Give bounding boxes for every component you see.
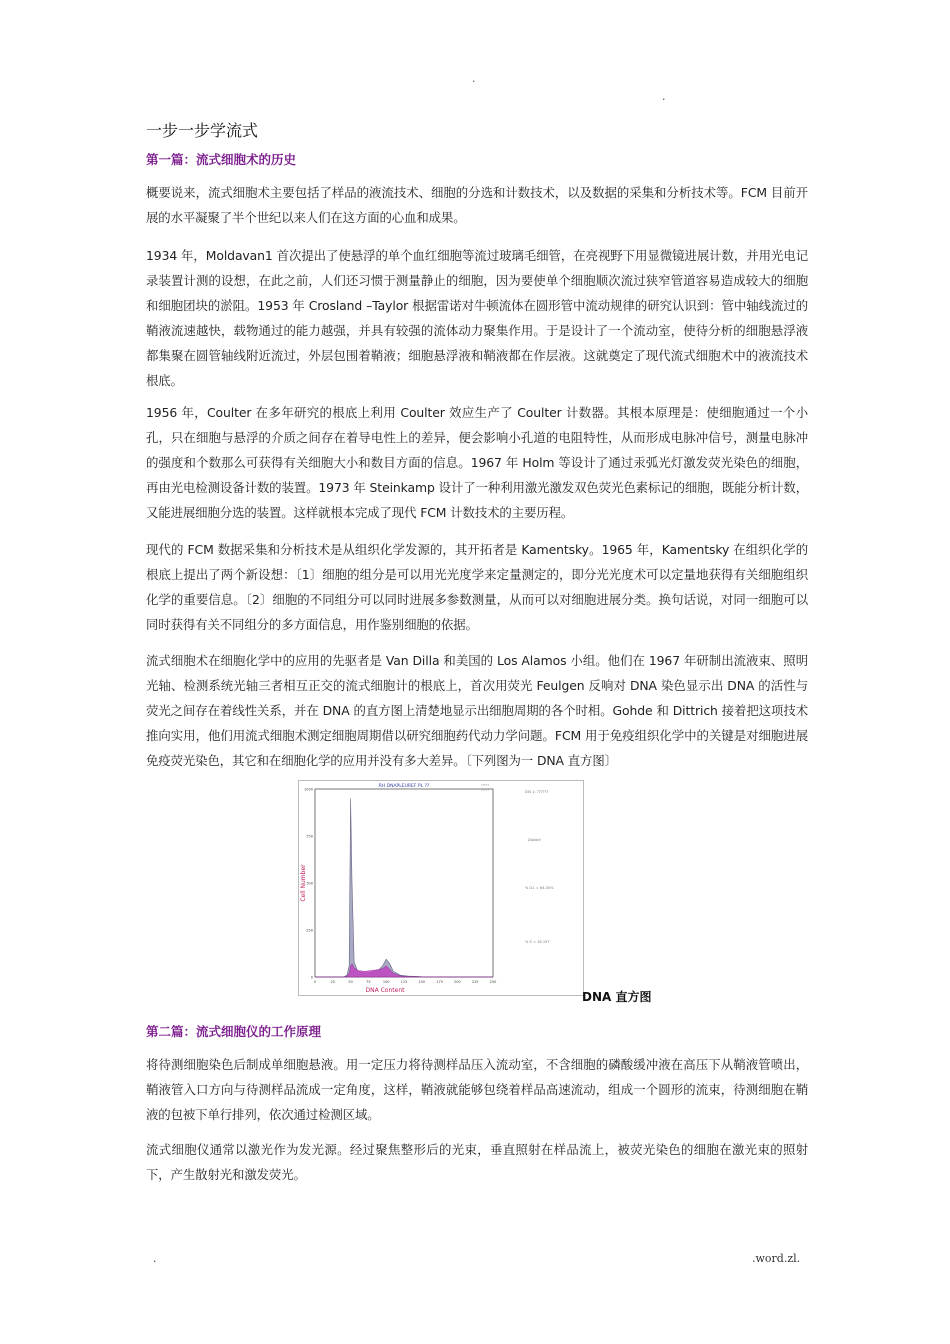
paragraph: 流式细胞术在细胞化学中的应用的先驱者是 Van Dilla 和美国的 Los Alamos 小组。他们在 1967 年研制出流液束、照明光轴、检测系统光轴三者相互正交的流式细胞计的根底上，首次用荧光 Feulgen 反响对 DNA 染色显示出 DNA 的活性与荧光之间存在着线性关系，并在 DNA 的直方图上清楚地显示出细胞周期的各个时相。Gohde 和 Dittrich 接着把这项技术推向实用，他们用流式细胞术测定细胞周期借以研究细胞药代动力学问题。FCM 用于免疫组织化学中的关键是对细胞进展免疫荧光染色，其它和在细胞化学的应用并没有多大差异。〔下列图为一 DNA 直方图〕: [146, 653, 808, 768]
x-tick-label: 50: [348, 980, 353, 984]
figure-caption: DNA 直方图: [582, 990, 652, 1004]
page-title: 一步一步学流式: [146, 121, 259, 140]
x-tick-label: 225: [471, 980, 479, 984]
x-axis-label: DNA Content: [365, 987, 405, 994]
side-label-g1: % G1 = 64.35%: [525, 886, 554, 890]
x-tick-label: 200: [454, 980, 461, 984]
footer-left: .: [153, 1252, 157, 1265]
paragraph: 概要说来，流式细胞术主要包括了样品的液流技术、细胞的分选和计数技术，以及数据的采集和分析技术等。FCM 目前开展的水平凝聚了半个世纪以来人们在这方面的心血和成果。: [146, 185, 808, 225]
section-1-heading: 第一篇：流式细胞术的历史: [146, 152, 297, 167]
dna-histogram-figure: [298, 780, 584, 996]
paragraph: 1934 年，Moldavan1 首次提出了使悬浮的单个血红细胞等流过玻璃毛细管，在亮视野下用显微镜进展计数，并用光电记录装置计测的设想，在此之前，人们还习惯于测量静止的细胞，因为要使单个细胞顺次流过狭窄管道容易造成较大的细胞和细胞团块的淤阻。1953 年 Crosland –Taylor 根据雷诺对牛顿流体在圆形管中流动规律的研究认识到：管中轴线流过的鞘液流速越快，载物通过的能力越强，并具有较强的流体动力聚集作用。于是设计了一个流动室，使待分析的细胞悬浮液都集聚在圆管轴线附近流过，外层包围着鞘液；细胞悬浮液和鞘液都在作层液。这就奠定了现代流式细胞术中的液流技术根底。: [146, 248, 808, 388]
y-tick-label: 1000: [304, 787, 313, 792]
x-tick-label: 125: [400, 980, 408, 984]
x-tick-label: 175: [436, 980, 443, 984]
x-tick-label: 250: [489, 980, 497, 984]
y-tick-label: 0: [310, 975, 313, 980]
plot-frame: [315, 789, 493, 977]
top-right-label-1: ?????: [481, 783, 489, 787]
side-label-dis: DIS 1: ??????: [525, 790, 549, 794]
paragraph: 将待测细胞染色后制成单细胞悬液。用一定压力将待测样品压入流动室，不含细胞的磷酸缓冲液在高压下从鞘液管喷出，鞘液管入口方向与待测样品流成一定角度，这样，鞘液就能够包绕着样品高速流动，组成一个圆形的流束，待测细胞在鞘液的包被下单行排列，依次通过检测区域。: [146, 1057, 808, 1122]
section-2-heading: 第二篇：流式细胞仪的工作原理: [146, 1024, 322, 1039]
plot-title: RH DNAPLEUREF PL ??: [378, 784, 430, 789]
x-tick-label: 0: [313, 980, 317, 984]
paragraph: 1956 年，Coulter 在多年研究的根底上利用 Coulter 效应生产了 Coulter 计数器。其根本原理是：使细胞通过一个小孔，只在细胞与悬浮的介质之间存在着导电性上的差异，便会影响小孔道的电阻特性，从而形成电脉冲信号，测量电脉冲的强度和个数那么可获得有关细胞大小和数目方面的信息。1967 年 Holm 等设计了通过汞弧光灯激发荧光染色的细胞，再由光电检测设备计数的装置。1973 年 Steinkamp 设计了一种利用激光激发双色荧光色素标记的细胞，既能分析计数，又能进展细胞分选的装置。这样就根本完成了现代 FCM 计数技术的主要历程。: [146, 405, 808, 520]
paragraph: 流式细胞仪通常以激光作为发光源。经过聚焦整形后的光束，垂直照射在样品流上，被荧光染色的细胞在激光束的照射下，产生散射光和激发荧光。: [146, 1142, 808, 1182]
y-tick-label: 750: [306, 834, 313, 839]
paragraph: 现代的 FCM 数据采集和分析技术是从组织化学发源的，其开拓者是 Kamentsky。1965 年，Kamentsky 在组织化学的根底上提出了两个新设想：〔1〕细胞的组分是可以用光光度学来定量测定的，即分光光度术可以定量地获得有关细胞组织化学的重要信息。〔2〕细胞的不同组分可以同时进展多参数测量，从而可以对细胞进展分类。换句话说，对同一细胞可以同时获得有关不同组分的多方面信息，用作鉴别细胞的依据。: [146, 542, 808, 632]
x-tick-label: 100: [382, 980, 390, 984]
x-tick-label: 25: [330, 980, 336, 984]
y-tick-label: 250: [306, 928, 313, 933]
y-tick-label: 500: [306, 881, 313, 886]
header-dot-right: .: [662, 90, 666, 103]
header-dot-left: .: [472, 72, 476, 85]
footer-right: .word.zl.: [752, 1252, 801, 1265]
side-label-s: % S = 16.157: [525, 940, 550, 944]
x-tick-label: 150: [418, 980, 426, 984]
x-tick-label: 75: [366, 980, 371, 984]
y-axis-label: Cell Number: [300, 864, 307, 902]
top-right-label-2: ?????: [481, 788, 489, 792]
side-label-diploid: Diploid: [528, 838, 541, 842]
dna-histogram-chart: [299, 781, 583, 995]
